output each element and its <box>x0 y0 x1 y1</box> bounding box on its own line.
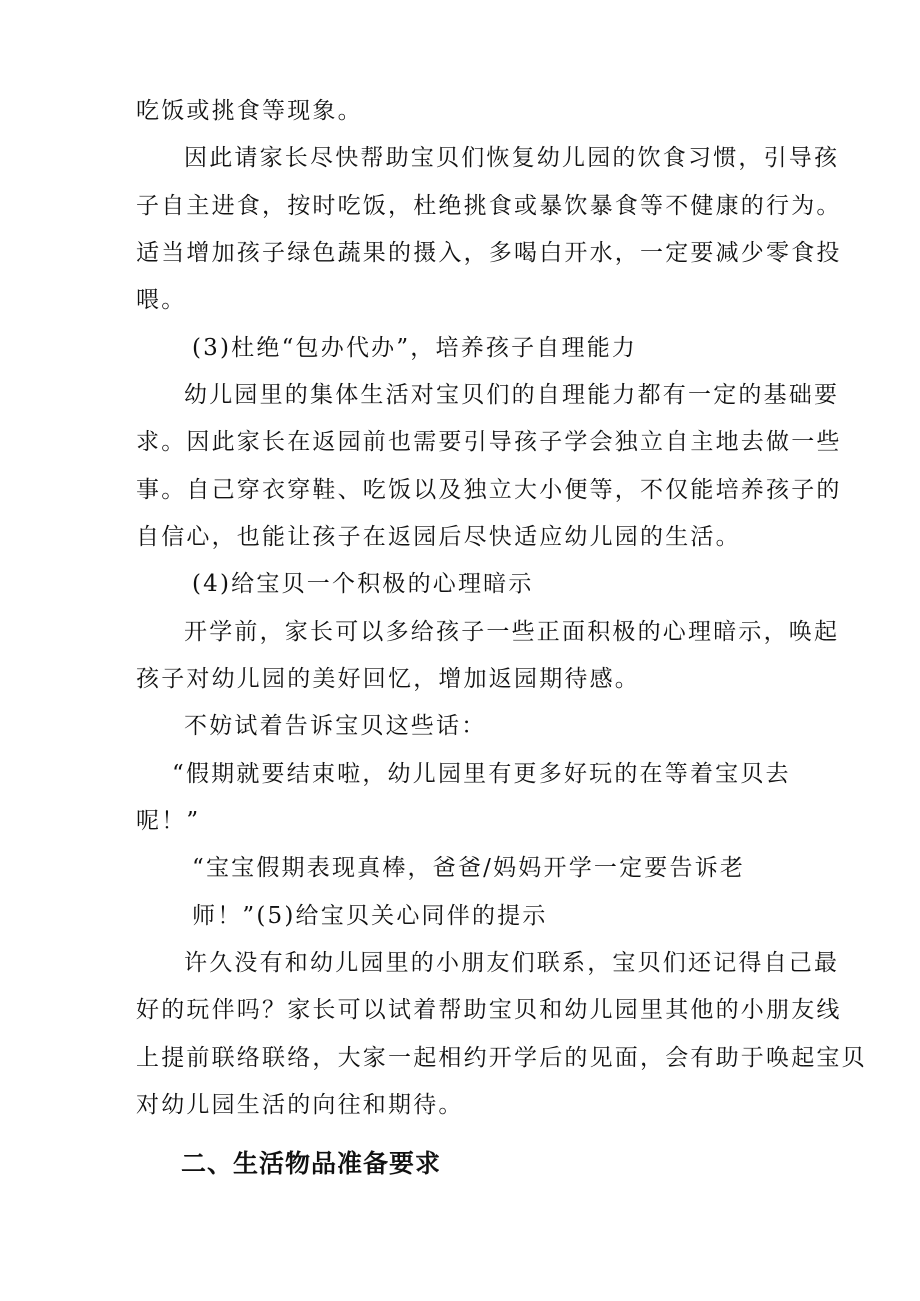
subheading-line: (3)杜绝“包办代办”，培养孩子自理能力 <box>192 335 638 361</box>
subheading-line: (4)给宝贝一个积极的心理暗示 <box>192 571 534 597</box>
paragraph-line: 因此请家长尽快帮助宝贝们恢复幼儿园的饮食习惯，引导孩 <box>184 145 840 171</box>
paragraph-line: 开学前，家长可以多给孩子一些正面积极的心理暗示，唤起 <box>184 619 840 645</box>
paragraph-line: 事。自己穿衣穿鞋、吃饭以及独立大小便等，不仅能培养孩子的 <box>136 477 842 503</box>
paragraph-line: 对幼儿园生活的向往和期待。 <box>136 1092 464 1118</box>
paragraph-line: 上提前联络联络，大家一起相约开学后的见面，会有助于唤起宝贝 <box>136 1045 867 1071</box>
paragraph-line: 幼儿园里的集体生活对宝贝们的自理能力都有一定的基础要 <box>184 382 840 408</box>
paragraph-line: 吃饭或挑食等现象。 <box>136 98 363 124</box>
quote-line: “假期就要结束啦，幼儿园里有更多好玩的在等着宝贝去 <box>172 761 791 787</box>
quote-line: “宝宝假期表现真棒，爸爸/妈妈开学一定要告诉老 <box>192 855 746 881</box>
subheading-line: 师！”(5)给宝贝关心同伴的提示 <box>192 903 548 929</box>
section-heading: 二、生活物品准备要求 <box>181 1149 442 1178</box>
paragraph-line: 喂。 <box>136 287 187 313</box>
paragraph-line: 求。因此家长在返园前也需要引导孩子学会独立自主地去做一些 <box>136 429 842 455</box>
paragraph-line: 孩子对幼儿园的美好回忆，增加返园期待感。 <box>136 666 640 692</box>
paragraph-line: 不妨试着告诉宝贝这些话： <box>184 713 487 739</box>
paragraph-line: 适当增加孩子绿色蔬果的摄入，多喝白开水，一定要减少零食投 <box>136 240 842 266</box>
paragraph-line: 子自主进食，按时吃饭，杜绝挑食或暴饮暴食等不健康的行为。 <box>136 193 842 219</box>
paragraph-line: 好的玩伴吗？家长可以试着帮助宝贝和幼儿园里其他的小朋友线 <box>136 997 842 1023</box>
paragraph-line: 自信心，也能让孩子在返园后尽快适应幼儿园的生活。 <box>136 524 741 550</box>
quote-line: 呢！” <box>136 808 201 834</box>
paragraph-line: 许久没有和幼儿园里的小朋友们联系，宝贝们还记得自己最 <box>184 950 840 976</box>
